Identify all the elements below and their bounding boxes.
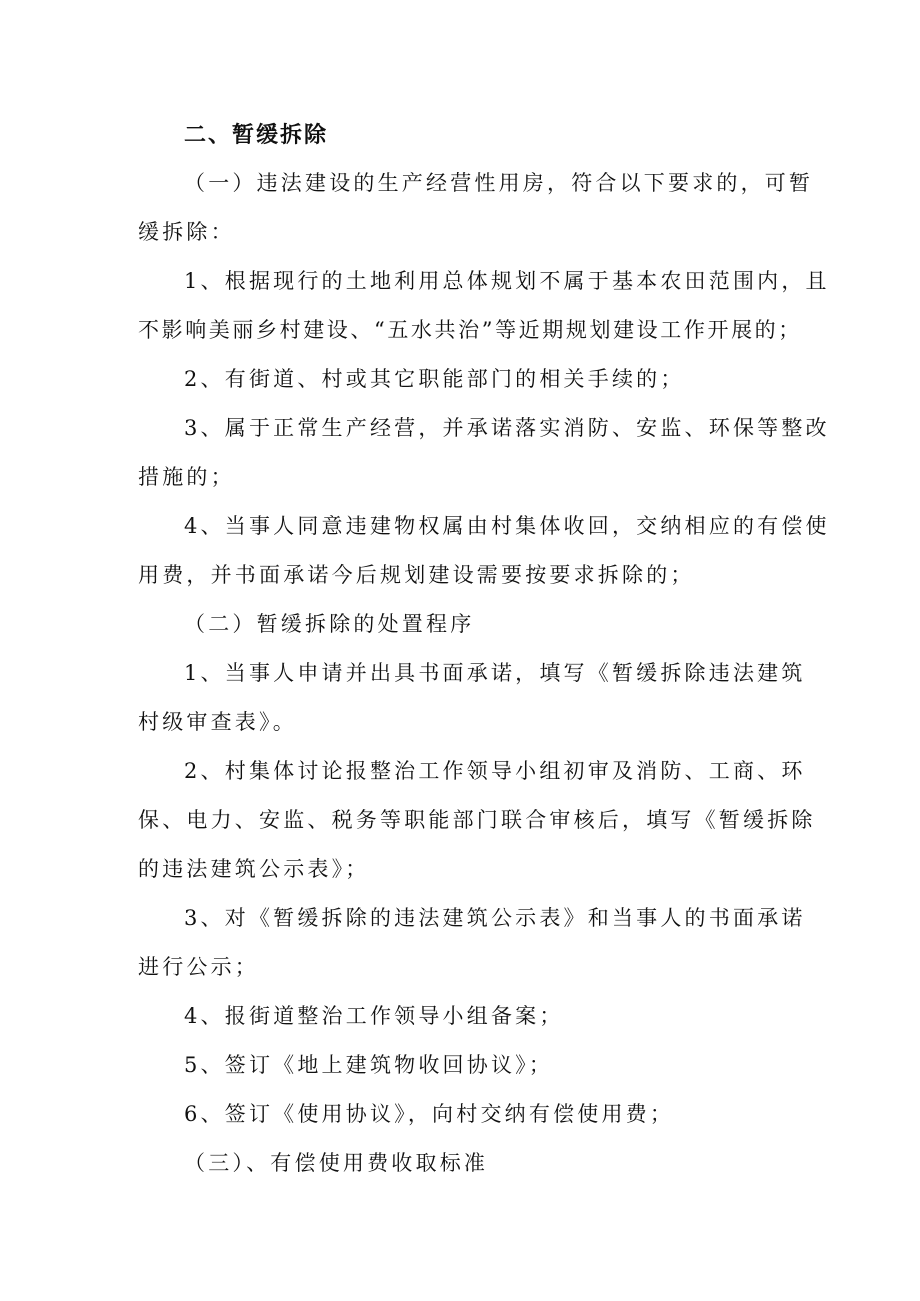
paragraph-line: 3、属于正常生产经营，并承诺落实消防、安监、环保等整改 xyxy=(184,416,830,440)
paragraph-line: 2、有街道、村或其它职能部门的相关手续的； xyxy=(184,367,685,391)
paragraph-line: 不影响美丽乡村建设、“五水共治”等近期规划建设工作开展的； xyxy=(138,318,802,342)
paragraph-line: 4、当事人同意违建物权属由村集体收回，交纳相应的有偿使 xyxy=(184,514,830,538)
paragraph-line: （一）违法建设的生产经营性用房，符合以下要求的，可暂 xyxy=(184,171,814,195)
paragraph-line: 用费，并书面承诺今后规划建设需要按要求拆除的； xyxy=(138,563,695,587)
paragraph-line: 5、签订《地上建筑物收回协议》； xyxy=(184,1053,554,1077)
paragraph-line: 1、根据现行的土地利用总体规划不属于基本农田范围内，且 xyxy=(184,269,830,293)
paragraph-line: 缓拆除： xyxy=(138,220,235,244)
paragraph-line: 的违法建筑公示表》； xyxy=(138,857,370,881)
paragraph-line: 保、电力、安监、税务等职能部门联合审核后，填写《暂缓拆除 xyxy=(138,808,816,832)
paragraph-line: 6、签订《使用协议》，向村交纳有偿使用费； xyxy=(184,1102,675,1126)
paragraph-line: 1、当事人申请并出具书面承诺，填写《暂缓拆除违法建筑 xyxy=(184,661,806,685)
subsection-title: （三）、有偿使用费收取标准 xyxy=(184,1151,489,1175)
paragraph-line: 措施的； xyxy=(138,465,235,489)
subsection-title: （二）暂缓拆除的处置程序 xyxy=(184,612,475,636)
paragraph-line: 2、村集体讨论报整治工作领导小组初审及消防、工商、环 xyxy=(184,759,806,783)
paragraph-line: 3、对《暂缓拆除的违法建筑公示表》和当事人的书面承诺 xyxy=(184,906,806,930)
paragraph-line: 4、报街道整治工作领导小组备案； xyxy=(184,1004,564,1028)
paragraph-line: 进行公示； xyxy=(138,955,259,979)
paragraph-line: 村级审查表》。 xyxy=(138,710,297,734)
section-heading: 二、暂缓拆除 xyxy=(184,123,329,148)
